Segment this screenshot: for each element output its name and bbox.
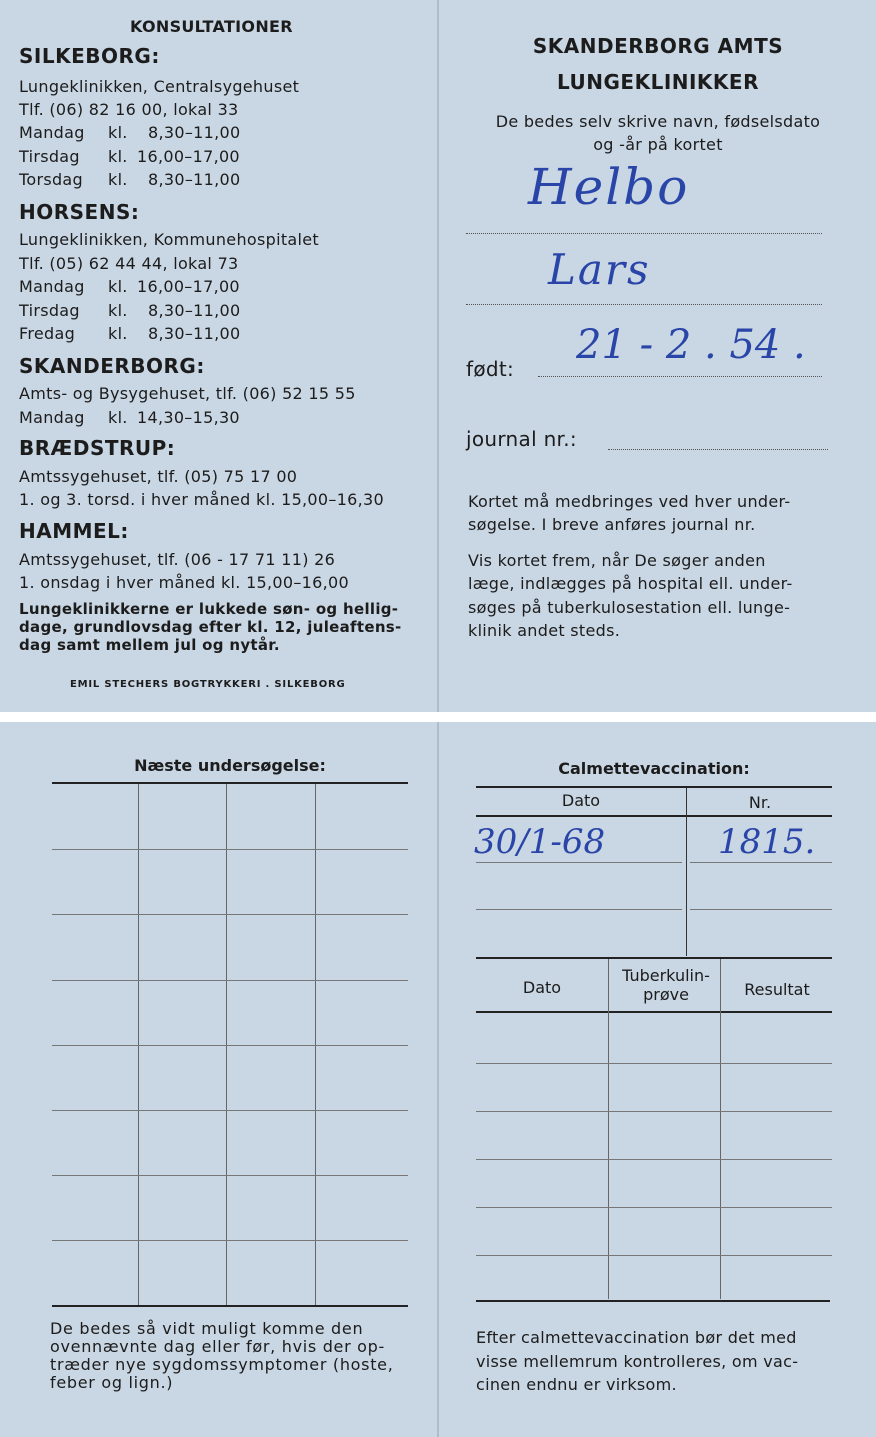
location-hammel-name: HAMMEL: xyxy=(19,519,129,543)
closed-notice: dage, grundlovsdag efter kl. 12, juleaftens- xyxy=(19,618,402,636)
vaccination-row-line xyxy=(476,909,682,910)
schedule-day: Tirsdag xyxy=(19,301,80,320)
next-exam-note: feber og lign.) xyxy=(50,1373,174,1392)
vaccination-col-divider xyxy=(686,788,687,956)
surname-line xyxy=(466,233,822,234)
handwritten-birthdate: 21 - 2 . 54 . xyxy=(576,322,806,368)
born-line xyxy=(538,376,822,377)
hammel-line: Amtssygehuset, tlf. (06 - 17 71 11) 26 xyxy=(19,550,336,569)
front-info1: Kortet må medbringes ved hver under- xyxy=(468,492,791,511)
front-info2: læge, indlægges på hospital ell. under- xyxy=(468,574,793,593)
schedule-day: Mandag xyxy=(19,408,85,427)
vaccination-note: visse mellemrum kontrolleres, om vac- xyxy=(476,1352,799,1371)
hammel-line: 1. onsdag i hver måned kl. 15,00–16,00 xyxy=(19,573,349,592)
schedule-time: 8,30–11,00 xyxy=(148,301,241,320)
tuberculin-row-line xyxy=(476,1111,832,1112)
tuberculin-row-line xyxy=(476,1063,832,1064)
next-exam-row-line xyxy=(52,1110,408,1111)
schedule-kl: kl. xyxy=(108,408,128,427)
next-exam-row-line xyxy=(52,1175,408,1176)
next-exam-note: ovennævnte dag eller før, hvis der op- xyxy=(50,1337,385,1356)
handwritten-firstname: Lars xyxy=(548,245,651,294)
born-label: født: xyxy=(466,357,515,381)
tuberculin-row-line xyxy=(476,1207,832,1208)
front-title-line1: SKANDERBORG AMTS xyxy=(532,34,784,58)
printer-imprint: EMIL STECHERS BOGTRYKKERI . SILKEBORG xyxy=(70,679,346,690)
handwritten-vaccination-nr: 1815. xyxy=(718,822,816,862)
next-exam-row-line xyxy=(52,849,408,850)
horsens-line: Lungeklinikken, Kommunehospitalet xyxy=(19,230,319,249)
front-info1: søgelse. I breve anføres journal nr. xyxy=(468,515,756,534)
tuberculin-row-line xyxy=(476,1159,832,1160)
tuberculin-col-divider xyxy=(608,959,609,1299)
next-exam-heading: Næste undersøgelse: xyxy=(134,756,326,775)
next-exam-row-line xyxy=(52,1240,408,1241)
front-instruction-line2: og -år på kortet xyxy=(593,135,723,154)
handwritten-surname: Helbo xyxy=(528,158,690,216)
silkeborg-line: Lungeklinikken, Centralsygehuset xyxy=(19,77,300,96)
schedule-day: Tirsdag xyxy=(19,147,80,166)
schedule-kl: kl. xyxy=(108,324,128,343)
front-info2: søges på tuberkulosestation ell. lunge- xyxy=(468,598,791,617)
schedule-time: 14,30–15,30 xyxy=(137,408,240,427)
schedule-day: Mandag xyxy=(19,123,85,142)
next-exam-bottom-rule xyxy=(52,1305,408,1307)
fold-line-bottom xyxy=(437,722,439,1437)
tuberculin-col-divider xyxy=(720,959,721,1299)
schedule-day: Fredag xyxy=(19,324,76,343)
vaccination-col-nr: Nr. xyxy=(748,793,772,812)
handwritten-vaccination-date: 30/1-68 xyxy=(474,822,606,862)
braedstrup-line: 1. og 3. torsd. i hver måned kl. 15,00–16,30 xyxy=(19,490,384,509)
schedule-kl: kl. xyxy=(108,123,128,142)
front-title-line2: LUNGEKLINIKKER xyxy=(556,70,759,94)
closed-notice: dag samt mellem jul og nytår. xyxy=(19,636,280,654)
schedule-day: Torsdag xyxy=(19,170,83,189)
schedule-kl: kl. xyxy=(108,170,128,189)
vaccination-header-rule xyxy=(476,815,832,817)
tuberculin-row-line xyxy=(476,1255,832,1256)
firstname-line xyxy=(466,304,822,305)
silkeborg-line: Tlf. (06) 82 16 00, lokal 33 xyxy=(19,100,239,119)
braedstrup-line: Amtssygehuset, tlf. (05) 75 17 00 xyxy=(19,467,298,486)
tuberculin-col-test-line2: prøve xyxy=(643,985,689,1004)
journal-line xyxy=(608,449,828,450)
vaccination-row-line xyxy=(690,909,832,910)
vaccination-col-date: Dato xyxy=(561,791,601,810)
schedule-time: 16,00–17,00 xyxy=(137,277,240,296)
location-horsens-name: HORSENS: xyxy=(19,200,140,224)
vaccination-heading: Calmettevaccination: xyxy=(558,759,750,778)
vaccination-note: Efter calmettevaccination bør det med xyxy=(476,1328,797,1347)
skanderborg-line: Amts- og Bysygehuset, tlf. (06) 52 15 55 xyxy=(19,384,356,403)
schedule-time: 8,30–11,00 xyxy=(148,324,241,343)
next-exam-top-rule xyxy=(52,782,408,784)
tuberculin-col-test: Tuberkulin- xyxy=(622,966,710,985)
closed-notice: Lungeklinikkerne er lukkede søn- og hellig- xyxy=(19,600,399,618)
schedule-kl: kl. xyxy=(108,147,128,166)
schedule-time: 8,30–11,00 xyxy=(148,123,241,142)
front-info2: Vis kortet frem, når De søger anden xyxy=(468,551,766,570)
schedule-time: 8,30–11,00 xyxy=(148,170,241,189)
location-skanderborg-name: SKANDERBORG: xyxy=(19,354,205,378)
next-exam-note: træder nye sygdomssymptomer (hoste, xyxy=(50,1355,394,1374)
fold-line-top xyxy=(437,0,439,712)
next-exam-note: De bedes så vidt muligt komme den xyxy=(50,1319,364,1338)
vaccination-row-line xyxy=(476,862,682,863)
next-exam-row-line xyxy=(52,1045,408,1046)
schedule-kl: kl. xyxy=(108,277,128,296)
next-exam-row-line xyxy=(52,980,408,981)
location-braedstrup-name: BRÆDSTRUP: xyxy=(19,436,176,460)
consultations-heading: KONSULTATIONER xyxy=(130,17,293,36)
schedule-time: 16,00–17,00 xyxy=(137,147,240,166)
horsens-line: Tlf. (05) 62 44 44, lokal 73 xyxy=(19,254,239,273)
tuberculin-col-date: Dato xyxy=(522,978,562,997)
tuberculin-header-rule xyxy=(476,1011,832,1013)
tuberculin-col-result: Resultat xyxy=(744,980,810,999)
front-instruction-line1: De bedes selv skrive navn, fødselsdato xyxy=(495,112,821,131)
schedule-kl: kl. xyxy=(108,301,128,320)
schedule-day: Mandag xyxy=(19,277,85,296)
journal-label: journal nr.: xyxy=(466,427,577,451)
front-info2: klinik andet steds. xyxy=(468,621,621,640)
vaccination-top-rule xyxy=(476,786,832,788)
location-silkeborg-name: SILKEBORG: xyxy=(19,44,160,68)
next-exam-row-line xyxy=(52,914,408,915)
vaccination-note: cinen endnu er virksom. xyxy=(476,1375,677,1394)
tuberculin-top-rule xyxy=(476,957,832,959)
tuberculin-bottom-rule xyxy=(476,1300,830,1302)
vaccination-row-line xyxy=(690,862,832,863)
